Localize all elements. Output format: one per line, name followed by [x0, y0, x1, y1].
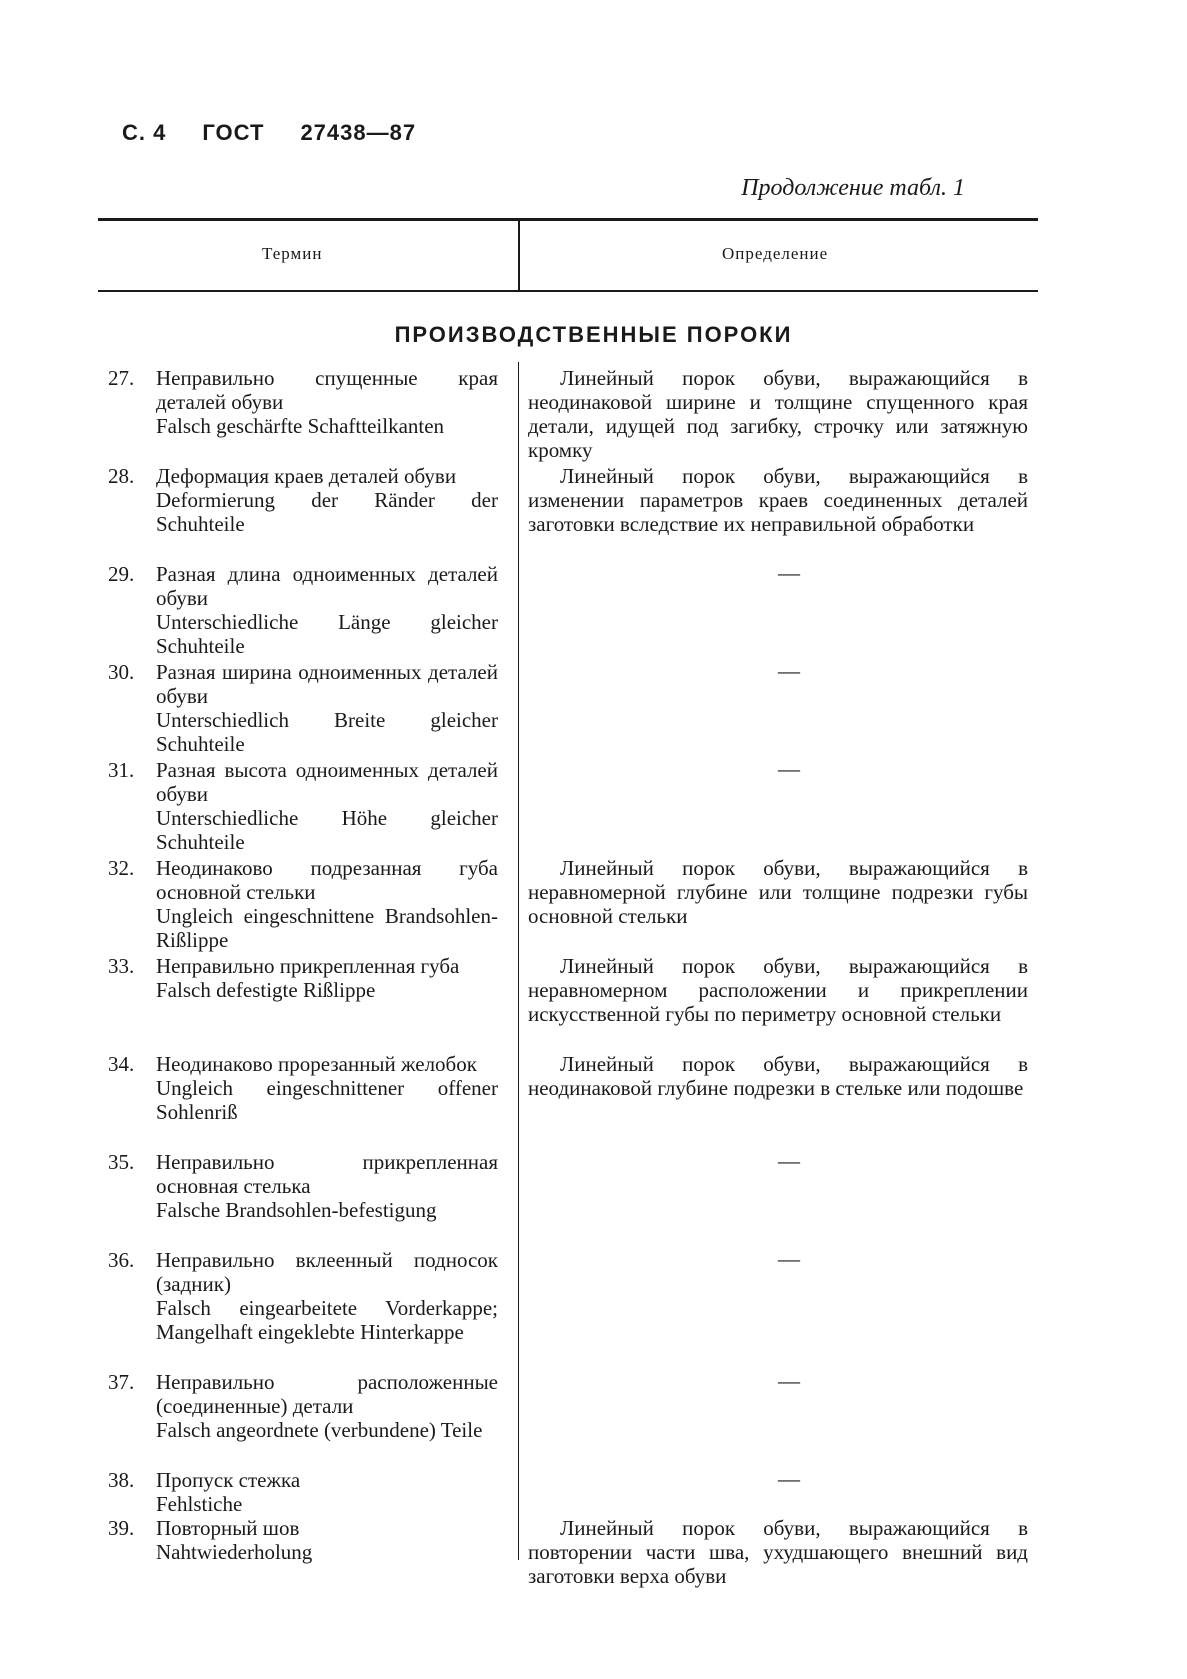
term-number: 38.	[108, 1468, 135, 1492]
definition-dash-38: —	[778, 1466, 800, 1491]
term-de: Falsche Brandsohlen-befestigung	[156, 1198, 437, 1222]
term-29	[108, 562, 498, 658]
term-de: Unterschiedlich Breite gleicher Schuhteile	[156, 708, 498, 756]
term-number: 28.	[108, 464, 135, 488]
definition-27: Линейный порок обуви, выражающийся в неодинаковой ширине и толщине спущенного края детали, идущей под загибку, строчку или затяжную кромку	[528, 366, 1028, 462]
term-de: Falsch angeordnete (verbundene) Teile	[156, 1418, 483, 1442]
definition-dash-29: —	[778, 560, 800, 585]
term-de: Ungleich eingeschnittener offener Sohlenriß	[156, 1076, 498, 1124]
term-number: 30.	[108, 660, 135, 684]
term-de: Ungleich eingeschnittene Brandsohlen-Rißlippe	[156, 904, 498, 952]
term-number: 36.	[108, 1248, 135, 1272]
term-36	[108, 1248, 498, 1344]
definition-33: Линейный порок обуви, выражающийся в неравномерном расположении и прикреплении искусственной губы по периметру основной стельки	[528, 954, 1028, 1026]
term-37	[108, 1370, 498, 1442]
term-number: 37.	[108, 1370, 135, 1394]
page-number: С. 4	[122, 120, 167, 145]
section-title: ПРОИЗВОДСТВЕННЫЕ ПОРОКИ	[394, 322, 793, 347]
term-ru: Неправильно прикрепленная основная стелька	[156, 1150, 498, 1198]
term-ru: Неодинаково подрезанная губа основной стельки	[156, 856, 498, 904]
term-ru: Неправильно вклеенный подносок (задник)	[156, 1248, 498, 1296]
term-number: 39.	[108, 1516, 135, 1540]
definition-32: Линейный порок обуви, выражающийся в неравномерной глубине или толщине подрезки губы основной стельки	[528, 856, 1028, 928]
term-ru: Неправильно расположенные (соединенные) детали	[156, 1370, 498, 1418]
term-de: Unterschiedliche Höhe gleicher Schuhteile	[156, 806, 498, 854]
column-header-term: Термин	[262, 244, 323, 263]
table-top-rule	[98, 218, 1038, 221]
term-33	[108, 954, 498, 1002]
standard-number: 27438—87	[300, 120, 417, 145]
term-31	[108, 758, 498, 854]
term-number: 33.	[108, 954, 135, 978]
table-header-bottom-rule	[98, 290, 1038, 292]
term-38	[108, 1468, 498, 1516]
term-32	[108, 856, 498, 952]
definition-dash-35: —	[778, 1148, 800, 1173]
term-28	[108, 464, 498, 536]
term-30	[108, 660, 498, 756]
term-ru: Неправильно спущенные края деталей обуви	[156, 366, 498, 414]
definition-34: Линейный порок обуви, выражающийся в неодинаковой глубине подрезки в стельке или подошве	[528, 1052, 1028, 1100]
term-ru: Повторный шов	[156, 1516, 300, 1540]
continuation-note: Продолжение табл. 1	[741, 175, 965, 201]
definition-39: Линейный порок обуви, выражающийся в повторении части шва, ухудшающего внешний вид заготовки верха обуви	[528, 1516, 1028, 1588]
term-ru: Неправильно прикрепленная губа	[156, 954, 460, 978]
term-de: Falsch defestigte Rißlippe	[156, 978, 376, 1002]
definition-28: Линейный порок обуви, выражающийся в изменении параметров краев соединенных деталей заготовки вследствие их неправильной обработки	[528, 464, 1028, 536]
definition-dash-37: —	[778, 1368, 800, 1393]
column-header-definition: Определение	[722, 244, 829, 263]
term-number: 29.	[108, 562, 135, 586]
term-number: 35.	[108, 1150, 135, 1174]
term-34	[108, 1052, 498, 1124]
term-number: 31.	[108, 758, 135, 782]
definition-dash-31: —	[778, 756, 800, 781]
term-35	[108, 1150, 498, 1222]
term-number: 27.	[108, 366, 135, 390]
standard-label: ГОСТ	[202, 120, 265, 145]
term-de: Fehlstiche	[156, 1492, 243, 1516]
term-de: Falsch geschärfte Schaftteilkanten	[156, 414, 445, 438]
term-27	[108, 366, 498, 438]
term-ru: Пропуск стежка	[156, 1468, 301, 1492]
term-de: Falsch eingearbeitete Vorderkappe; Mangelhaft eingeklebte Hinterkappe	[156, 1296, 498, 1344]
term-de: Nahtwiederholung	[156, 1540, 313, 1564]
definition-dash-36: —	[778, 1246, 800, 1271]
definition-dash-30: —	[778, 658, 800, 683]
term-39	[108, 1516, 498, 1564]
page-header	[122, 120, 452, 146]
term-ru: Деформация краев деталей обуви	[156, 464, 457, 488]
term-ru: Разная длина одноименных деталей обуви	[156, 562, 498, 610]
term-number: 32.	[108, 856, 135, 880]
term-ru: Разная ширина одноименных деталей обуви	[156, 660, 498, 708]
table-body-divider	[518, 362, 519, 1560]
term-de: Deformierung der Ränder der Schuhteile	[156, 488, 498, 536]
term-ru: Неодинаково прорезанный желобок	[156, 1052, 477, 1076]
table-header-divider	[518, 218, 520, 290]
term-ru: Разная высота одноименных деталей обуви	[156, 758, 498, 806]
term-number: 34.	[108, 1052, 135, 1076]
term-de: Unterschiedliche Länge gleicher Schuhteile	[156, 610, 498, 658]
